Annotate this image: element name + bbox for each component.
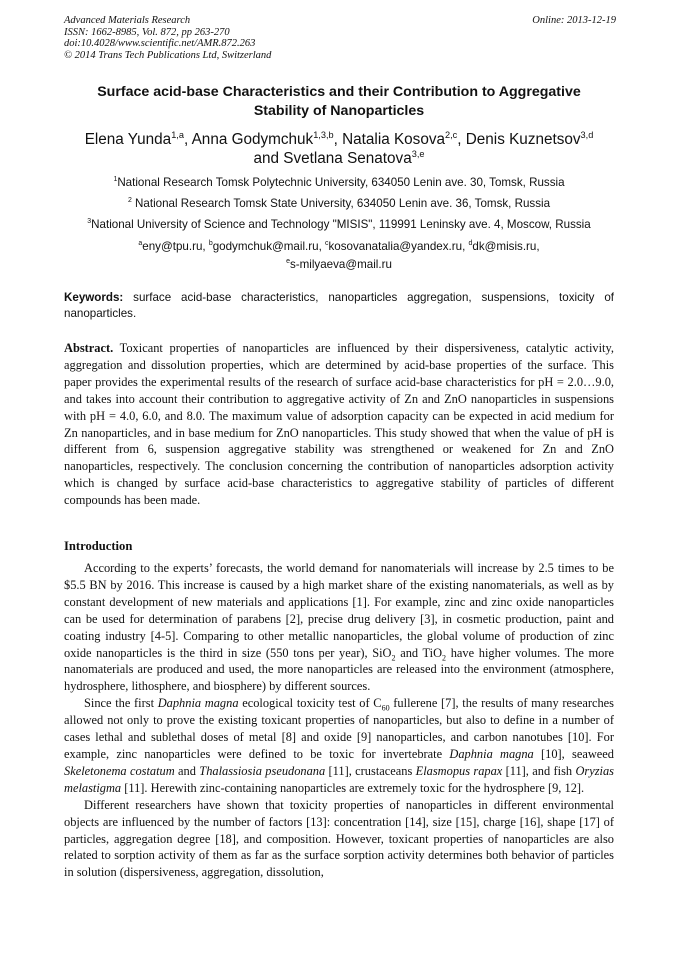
text-run: ecological toxicity test of C	[238, 696, 382, 711]
affiliation-2	[40, 197, 638, 211]
text-run: and TiO	[395, 645, 443, 660]
text-run: and	[174, 763, 200, 778]
abstract	[64, 340, 614, 509]
author-name: , Denis Kuznetsov	[457, 131, 581, 148]
text-run: fullerene [7], the results of many researches allowed not only to prove the existing toxicant properties of nanoparticles, but also to define in a number of cases lethal and sublethal doses of metal [8] and oxide [9] nanoparticles, and carbon nanotubes [10]. For example, zinc nanoparticles were defined to be toxic for invertebrate	[64, 696, 614, 761]
introduction-body	[64, 560, 614, 881]
email-marker: b	[208, 240, 213, 248]
abstract-paragraph	[64, 340, 614, 509]
title-line-2: Stability of Nanoparticles	[253, 103, 425, 119]
text-run: have higher volumes. The more nanomaterials are produced and used, the more nanoparticles are released into the environment (atmosphere, hydrosphere, lithosphere, and biosphere) by different sources.	[64, 645, 614, 694]
affil-text: National Research Tomsk Polytechnic University, 634050 Lenin ave. 30, Tomsk, Russia	[117, 176, 565, 189]
paragraph	[64, 560, 614, 695]
species-name: Elasmopus rapax	[415, 763, 503, 778]
text-run: According to the experts’ forecasts, the world demand for nanomaterials will increase by 2.5 times to be $5.5 BN by 2016. This increase is caused by a high market share of the existing nanomaterials, as well as by constant development of new materials and applications [1]. For example, zinc and zinc oxide nanoparticles can be used for determination of parabens [2], precise drug delivery [3], in cosmetic production, paint and coating industry [4-5]. Comparing to other metallic nanoparticles, the global volume of production of zinc oxide nanoparticles is the third in size (550 tons per year), SiO	[64, 561, 614, 660]
keywords	[64, 290, 614, 321]
author-affil: 3,e	[411, 148, 425, 159]
email-marker: d	[468, 240, 473, 248]
text-run: [11]. Herewith zinc-containing nanoparticles are extremely toxic for the hydrosphere [9, 12].	[121, 780, 585, 795]
author-affil: 1,3,b	[313, 129, 334, 140]
subscript: 60	[381, 703, 390, 713]
keywords-label: Keywords:	[64, 291, 124, 304]
affil-number: 1	[113, 176, 118, 184]
author-emails	[40, 238, 638, 273]
keywords-text: surface acid-base characteristics, nanoparticles aggregation, suspensions, toxicity of nanoparticles.	[64, 291, 614, 320]
species-name: Oryzias melastigma	[64, 763, 614, 795]
author-name: , Anna Godymchuk	[183, 131, 314, 148]
text-run: [11], and fish	[502, 763, 576, 778]
species-name: Thalassiosia pseudonana	[199, 763, 326, 778]
email-marker: a	[138, 240, 143, 248]
paper-title	[62, 83, 616, 121]
affiliation-3	[40, 218, 638, 232]
abstract-text: Toxicant properties of nanoparticles are influenced by their dispersiveness, catalytic activity, aggregation and dissolution properties, which are determined by acid-base properties of the surface. This paper provides the experimental results of the research of surface acid-base characteristics for pH = 2.0…9.0, and takes into account their contribution to aggregative activity of Zn and ZnO nanoparticles in suspensions with pH = 4.0, 6.0, and 8.0. The maximum value of adsorption capacity can be expected in acid medium for Zn nanoparticles, and in base medium for ZnO nanoparticles. This study showed that when the value of pH is different from 6, suspension aggregative stability was strengthened or weakened for Zn and ZnO nanoparticles, respectively. The conclusion concerning the contribution of nanoparticles adsorption activity which is changed by surface acid-base characteristics to aggregative stability of particles of different compounds has been made.	[64, 341, 614, 508]
authors-line-1	[58, 130, 620, 149]
email-marker: e	[286, 257, 290, 265]
email: s-milyaeva@mail.ru	[289, 257, 392, 271]
subscript: 2	[442, 653, 447, 662]
paragraph: Different researchers have shown that toxicity properties of nanoparticles in different environmental objects are influenced by the number of factors [13]: concentration [14], size [15], charge [16], shape [17] of particles, aggregation degree [18], and composition. However, toxicant properties of nanoparticles are also related to sorption activity of them as far as the surface sorption activity determines both behavior of particles in solution (dispersiveness, aggregation, dissolution,	[64, 797, 614, 880]
page-header	[64, 15, 616, 61]
copyright-line: © 2014 Trans Tech Publications Ltd, Switzerland	[64, 49, 272, 61]
author-affil: 2,c	[445, 129, 458, 140]
email: eny@tpu.ru,	[142, 240, 209, 253]
email: godymchuk@mail.ru,	[212, 240, 326, 253]
text-run: [11], crustaceans	[325, 763, 416, 778]
doi-line: doi:10.4028/www.scientific.net/AMR.872.263	[64, 38, 256, 50]
email: dk@misis.ru,	[472, 240, 540, 253]
species-name: Daphnia magna	[449, 746, 534, 761]
affil-number: 3	[87, 218, 92, 226]
emails-line-2	[40, 256, 638, 274]
text-run: Since the first	[84, 696, 158, 711]
issn-line: ISSN: 1662-8985, Vol. 872, pp 263-270	[64, 26, 230, 38]
journal-name: Advanced Materials Research	[64, 15, 191, 26]
author-list	[58, 130, 620, 168]
author-affil: 3,d	[580, 129, 594, 140]
online-date: Online: 2013-12-19	[532, 15, 616, 26]
author-affil: 1,a	[171, 129, 184, 140]
email: kosovanatalia@yandex.ru,	[328, 240, 469, 253]
affiliation-1	[40, 176, 638, 190]
author-name: Elena Yunda	[84, 131, 172, 148]
text-run: [10], seaweed	[533, 746, 615, 761]
abstract-label: Abstract.	[64, 341, 114, 355]
section-heading-introduction: Introduction	[64, 539, 133, 553]
author-name: and Svetlana Senatova	[253, 150, 412, 167]
author-name: , Natalia Kosova	[333, 131, 445, 148]
affil-text: National University of Science and Technology "MISIS", 119991 Leninsky ave. 4, Moscow, Russia	[91, 218, 591, 231]
affil-text: National Research Tomsk State University, 634050 Lenin ave. 36, Tomsk, Russia	[131, 197, 551, 210]
emails-line-1	[40, 238, 638, 256]
paragraph	[64, 695, 614, 796]
subscript: 2	[391, 653, 396, 662]
authors-line-2	[58, 149, 620, 168]
affil-number: 2	[127, 197, 132, 205]
title-line-1: Surface acid-base Characteristics and their Contribution to Aggregative	[97, 84, 581, 100]
email-marker: c	[325, 240, 329, 248]
species-name: Daphnia magna	[157, 696, 239, 711]
species-name: Skeletonema costatum	[64, 763, 175, 778]
